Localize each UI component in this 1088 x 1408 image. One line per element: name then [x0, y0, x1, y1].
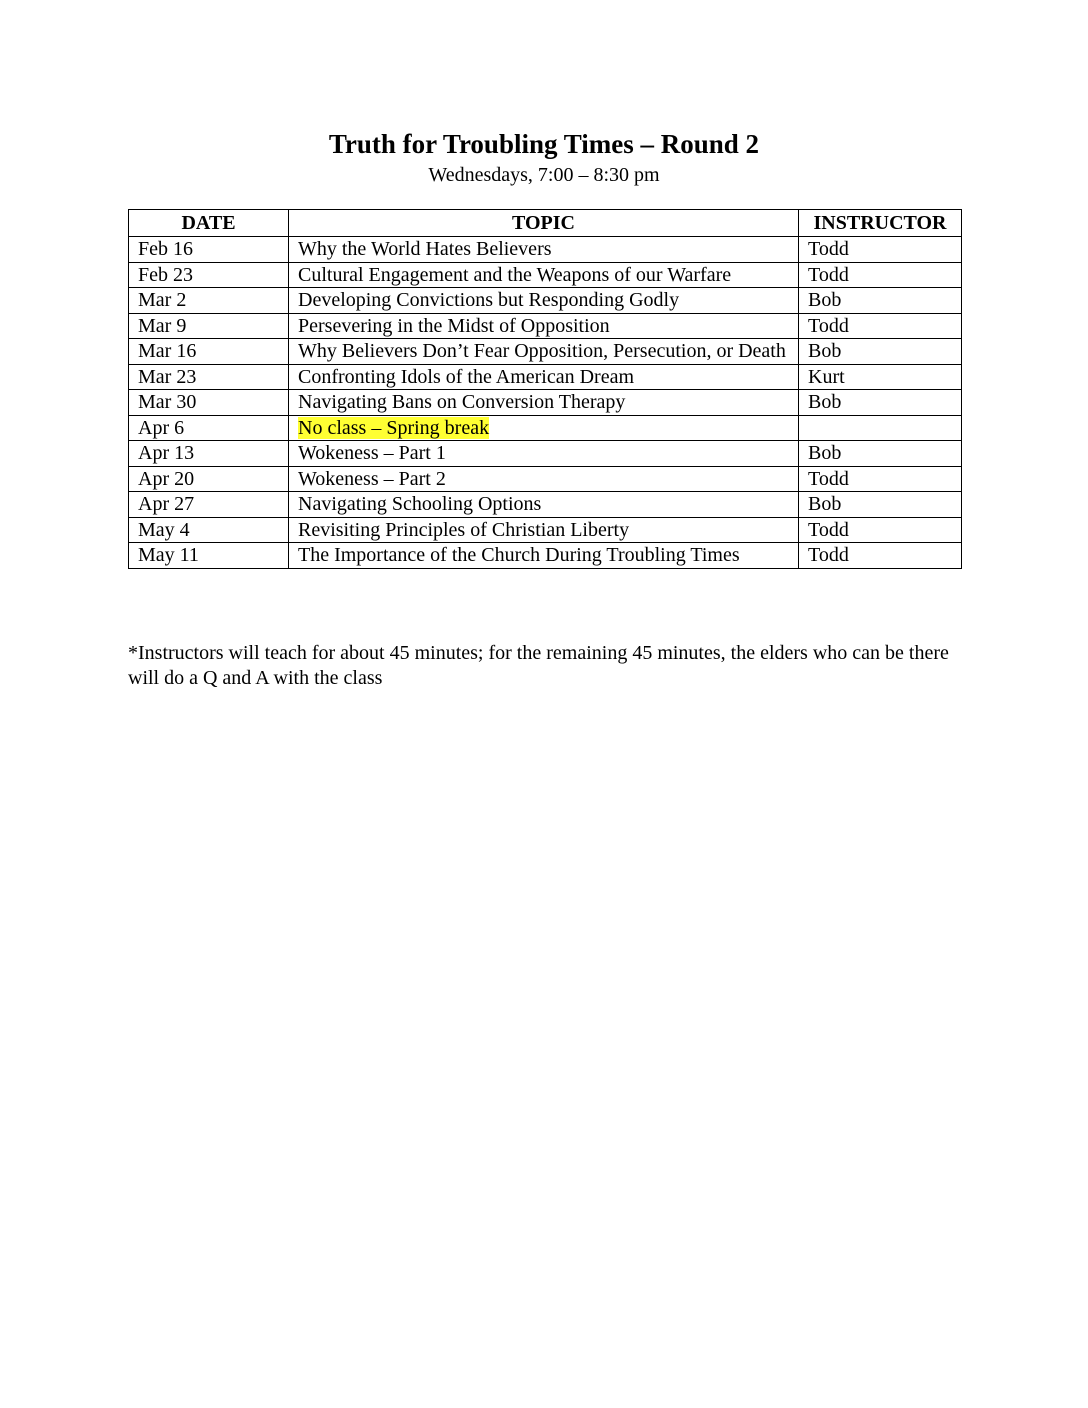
cell-topic: Wokeness – Part 2 [289, 466, 799, 492]
page-title: Truth for Troubling Times – Round 2 [328, 129, 760, 159]
table-header [129, 210, 962, 237]
column-header-date: DATE [129, 210, 289, 237]
schedule-table [128, 209, 962, 569]
table-row [129, 339, 962, 365]
cell-instructor: Todd [799, 517, 962, 543]
cell-date: Mar 23 [129, 364, 289, 390]
cell-topic [289, 415, 799, 441]
table-row [129, 466, 962, 492]
table-row [129, 364, 962, 390]
table-row [129, 313, 962, 339]
footnote: *Instructors will teach for about 45 minutes; for the remaining 45 minutes, the elders who can be there will do a Q and A with the class [128, 642, 949, 689]
cell-instructor: Bob [799, 441, 962, 467]
cell-instructor: Bob [799, 339, 962, 365]
cell-topic: The Importance of the Church During Troubling Times [289, 543, 799, 569]
schedule-time: Wednesdays, 7:00 – 8:30 pm [428, 164, 660, 186]
cell-instructor: Bob [799, 390, 962, 416]
table-row [129, 492, 962, 518]
table-row [129, 441, 962, 467]
cell-topic: Why the World Hates Believers [289, 237, 799, 263]
cell-topic: Wokeness – Part 1 [289, 441, 799, 467]
cell-topic: Confronting Idols of the American Dream [289, 364, 799, 390]
table-row [129, 415, 962, 441]
cell-date: Mar 30 [129, 390, 289, 416]
table-row [129, 262, 962, 288]
cell-date: Feb 23 [129, 262, 289, 288]
column-header-topic: TOPIC [289, 210, 799, 237]
cell-date: Mar 2 [129, 288, 289, 314]
table-row [129, 390, 962, 416]
table-row [129, 288, 962, 314]
column-header-instructor: INSTRUCTOR [799, 210, 962, 237]
table-row [129, 517, 962, 543]
table-row [129, 237, 962, 263]
cell-topic: Navigating Bans on Conversion Therapy [289, 390, 799, 416]
header-row [129, 210, 962, 237]
table-body [129, 237, 962, 569]
highlighted-topic: No class – Spring break [298, 416, 490, 439]
cell-topic: Why Believers Don’t Fear Opposition, Persecution, or Death [289, 339, 799, 365]
cell-instructor: Todd [799, 466, 962, 492]
cell-date: Mar 9 [129, 313, 289, 339]
cell-instructor [799, 415, 962, 441]
cell-date: Feb 16 [129, 237, 289, 263]
cell-date: Apr 27 [129, 492, 289, 518]
cell-instructor: Bob [799, 492, 962, 518]
cell-topic: Revisiting Principles of Christian Liberty [289, 517, 799, 543]
cell-instructor: Bob [799, 288, 962, 314]
table-row [129, 543, 962, 569]
cell-instructor: Todd [799, 313, 962, 339]
cell-instructor: Kurt [799, 364, 962, 390]
cell-topic: Cultural Engagement and the Weapons of our Warfare [289, 262, 799, 288]
cell-instructor: Todd [799, 543, 962, 569]
cell-instructor: Todd [799, 237, 962, 263]
cell-date: Mar 16 [129, 339, 289, 365]
cell-topic: Persevering in the Midst of Opposition [289, 313, 799, 339]
cell-date: Apr 13 [129, 441, 289, 467]
cell-date: Apr 6 [129, 415, 289, 441]
cell-instructor: Todd [799, 262, 962, 288]
cell-date: Apr 20 [129, 466, 289, 492]
cell-date: May 4 [129, 517, 289, 543]
cell-topic: Developing Convictions but Responding Godly [289, 288, 799, 314]
cell-date: May 11 [129, 543, 289, 569]
cell-topic: Navigating Schooling Options [289, 492, 799, 518]
